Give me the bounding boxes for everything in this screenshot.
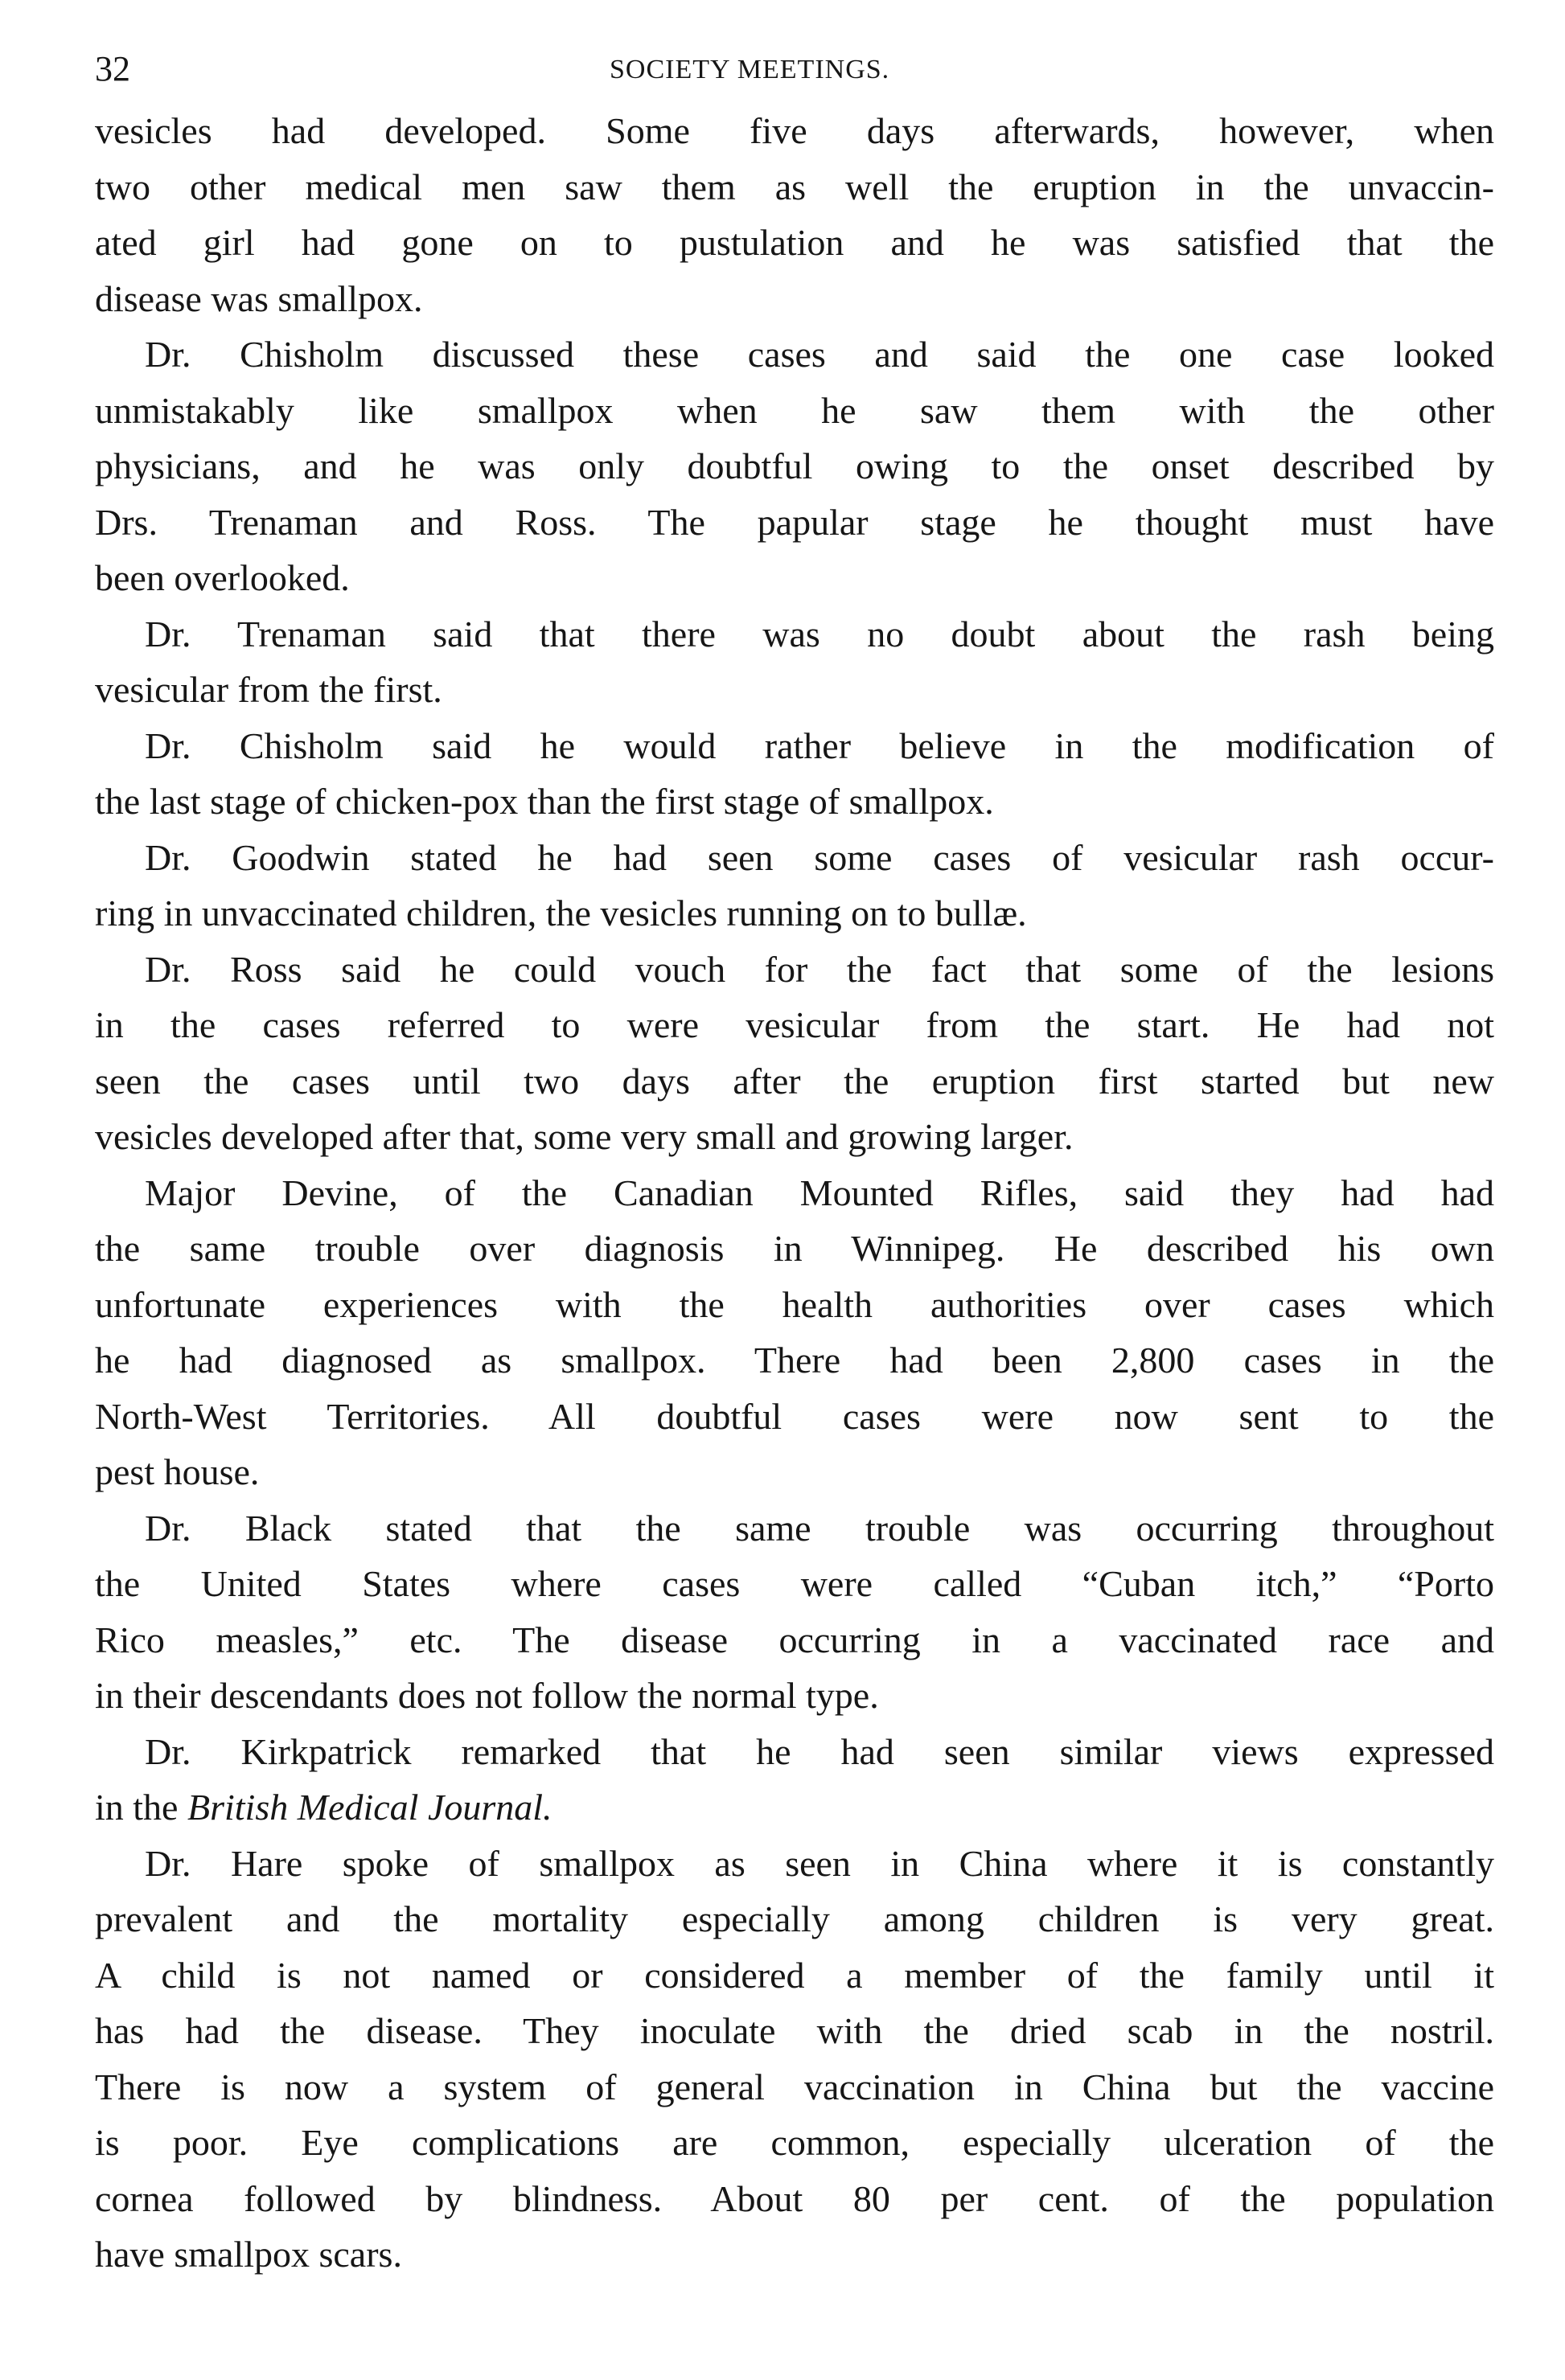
text-line: Dr. Chisholm discussed these cases and said the one case looked	[145, 334, 1494, 375]
paragraph-chisholm-1	[95, 326, 1494, 606]
text-line: vesicles developed after that, some very small and growing larger.	[95, 1116, 1074, 1157]
text-line: Dr. Trenaman said that there was no doubt about the rash being	[145, 613, 1494, 654]
text-line: Rico measles,” etc. The disease occurring in a vaccinated race and	[95, 1619, 1494, 1660]
text-line: has had the disease. They inoculate with the dried scab in the nostril.	[95, 2010, 1494, 2051]
paragraph-black	[95, 1500, 1494, 1724]
text-line: cornea followed by blindness. About 80 per cent. of the population	[95, 2177, 1494, 2219]
paragraph-continuation	[95, 103, 1494, 326]
running-header	[95, 48, 1494, 103]
text-line: pest house.	[95, 1451, 260, 1492]
text-line: the same trouble over diagnosis in Winnipeg. He described his own	[95, 1228, 1494, 1269]
page-number: 32	[95, 49, 130, 88]
text-line: Dr. Chisholm said he would rather believe in the modification of	[145, 724, 1494, 766]
text-line: unmistakably like smallpox when he saw them with the other	[95, 389, 1494, 431]
text-line: Major Devine, of the Canadian Mounted Rifles, said they had had	[145, 1172, 1494, 1213]
paragraph-ross	[95, 942, 1494, 1165]
document-page	[95, 48, 1494, 2283]
text-line: vesicular from the first.	[95, 669, 442, 710]
text-line: There is now a system of general vaccination in China but the vaccine	[95, 2066, 1494, 2107]
text-line: disease was smallpox.	[95, 277, 423, 319]
paragraph-trenaman	[95, 606, 1494, 718]
paragraph-goodwin	[95, 830, 1494, 942]
text-line	[95, 1779, 1494, 1836]
text-line: the United States where cases were called “Cuban itch,” “Porto	[95, 1563, 1494, 1604]
text-line: unfortunate experiences with the health authorities over cases which	[95, 1283, 1494, 1325]
text-line: two other medical men saw them as well the eruption in the unvaccin-	[95, 166, 1494, 207]
text-line: is poor. Eye complications are common, especially ulceration of the	[95, 2122, 1494, 2163]
paragraph-devine	[95, 1165, 1494, 1500]
text-line: ated girl had gone on to pustulation and he was satisfied that the	[95, 222, 1494, 263]
running-title: SOCIETY MEETINGS.	[610, 55, 890, 84]
text-line: Drs. Trenaman and Ross. The papular stage he thought must have	[95, 501, 1494, 543]
text-line: North-West Territories. All doubtful cases were now sent to the	[95, 1395, 1494, 1437]
text-line: physicians, and he was only doubtful owing to the onset described by	[95, 445, 1494, 486]
text-line: ring in unvaccinated children, the vesicles running on to bullæ.	[95, 892, 1027, 934]
journal-title: British Medical Journal.	[187, 1787, 552, 1828]
text-line: Dr. Black stated that the same trouble was occurring throughout	[145, 1507, 1494, 1549]
text-line: Dr. Hare spoke of smallpox as seen in China where it is constantly	[145, 1842, 1494, 1884]
paragraph-chisholm-2	[95, 718, 1494, 830]
text-line: Dr. Goodwin stated he had seen some cases of vesicular rash occur-	[145, 836, 1494, 878]
text-line: A child is not named or considered a member of the family until it	[95, 1954, 1494, 1996]
text-fragment: in the	[95, 1787, 187, 1828]
body-text	[95, 103, 1494, 2283]
text-line: have smallpox scars.	[95, 2234, 402, 2275]
text-line: Dr. Kirkpatrick remarked that he had seen similar views expressed	[145, 1730, 1494, 1772]
text-line: vesicles had developed. Some five days afterwards, however, when	[95, 110, 1494, 151]
text-line: seen the cases until two days after the eruption first started but new	[95, 1060, 1494, 1102]
text-line: Dr. Ross said he could vouch for the fact that some of the lesions	[145, 948, 1494, 990]
text-line: been overlooked.	[95, 557, 350, 598]
text-line: he had diagnosed as smallpox. There had been 2,800 cases in the	[95, 1340, 1494, 1381]
text-line: prevalent and the mortality especially among children is very great.	[95, 1898, 1494, 1939]
paragraph-hare	[95, 1836, 1494, 2283]
text-line: in the cases referred to were vesicular from the start. He had not	[95, 1004, 1494, 1045]
paragraph-kirkpatrick	[95, 1724, 1494, 1836]
text-line: the last stage of chicken-pox than the first stage of smallpox.	[95, 781, 994, 822]
text-line: in their descendants does not follow the normal type.	[95, 1675, 879, 1716]
